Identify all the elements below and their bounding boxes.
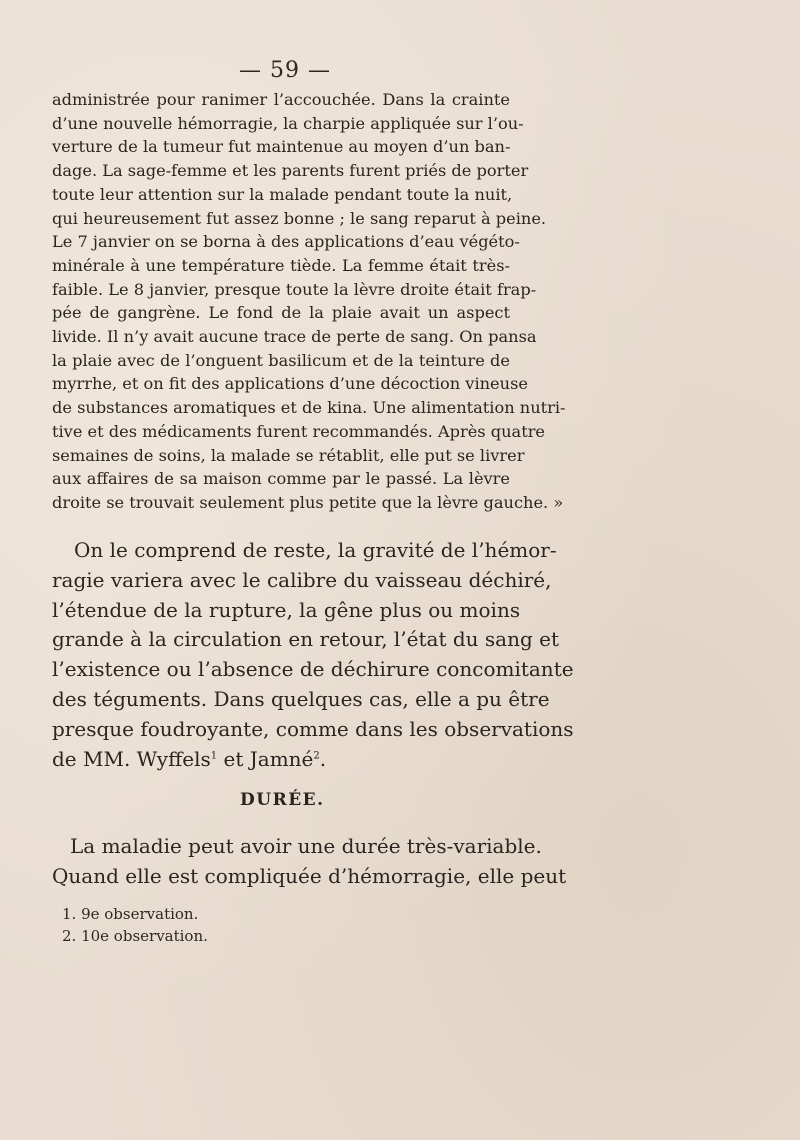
text-fragment: et Jamné	[217, 746, 314, 771]
footnote: 1. 9e observation.	[62, 905, 199, 923]
section-paragraph	[52, 831, 567, 891]
section-heading: DURÉE.	[240, 790, 325, 810]
text-line: grande à la circulation en retour, l’état du sang et	[52, 627, 559, 652]
text-line: dage. La sage-femme et les parents furent priés de porter	[52, 161, 529, 181]
text-line: minérale à une température tiède. La femme était très-	[52, 255, 510, 275]
footnotes	[62, 903, 208, 947]
body-paragraph	[52, 536, 574, 774]
text-line: myrrhe, et on fit des applications d’une décoction vineuse	[52, 374, 528, 394]
text-fragment: de MM. Wyffels	[52, 746, 211, 771]
footnote-reference: 1	[210, 749, 218, 761]
page-number: — 59 —	[239, 58, 331, 83]
text-line: d’une nouvelle hémorragie, la charpie appliquée sur l’ou-	[52, 113, 524, 133]
footnote: 2. 10e observation.	[62, 927, 208, 945]
quoted-observation-text	[52, 88, 566, 515]
text-line: Quand elle est compliquée d’hémorragie, elle peut	[52, 864, 567, 888]
text-line: la plaie avec de l’onguent basilicum et de la teinture de	[52, 350, 510, 370]
text-line: faible. Le 8 janvier, presque toute la lèvre droite était frap-	[52, 279, 537, 299]
text-line: La maladie peut avoir une durée très-variable.	[70, 834, 542, 858]
text-fragment: .	[319, 746, 327, 771]
text-line: toute leur attention sur la malade pendant toute la nuit,	[52, 184, 513, 204]
text-line: Le 7 janvier on se borna à des applications d’eau végéto-	[52, 232, 520, 252]
text-line: qui heureusement fut assez bonne ; le sang reparut à peine.	[52, 208, 547, 228]
text-line: tive et des médicaments furent recommandés. Après quatre	[52, 421, 546, 441]
text-line: On le comprend de reste, la gravité de l’hémor-	[74, 538, 557, 562]
text-line: aux affaires de sa maison comme par le passé. La lèvre	[52, 469, 510, 489]
text-line: de substances aromatiques et de kina. Une alimentation nutri-	[52, 398, 566, 418]
text-line: droite se trouvait seulement plus petite que la lèvre gauche. »	[52, 492, 564, 512]
text-line: livide. Il n’y avait aucune trace de perte de sang. On pansa	[52, 327, 537, 347]
text-line: semaines de soins, la malade se rétablit, elle put se livrer	[52, 445, 525, 465]
text-line: administrée pour ranimer l’accouchée. Dans la crainte	[52, 90, 510, 109]
text-line: l’étendue de la rupture, la gêne plus ou moins	[52, 597, 521, 622]
text-line: l’existence ou l’absence de déchirure concomitante	[52, 657, 574, 682]
text-line: pée de gangrène. Le fond de la plaie avait un aspect	[52, 303, 510, 323]
text-line: ragie variera avec le calibre du vaisseau déchiré,	[52, 567, 552, 592]
text-line: des téguments. Dans quelques cas, elle a pu être	[52, 686, 550, 711]
footnote-reference: 2	[313, 749, 320, 761]
text-line: verture de la tumeur fut maintenue au moyen d’un ban-	[52, 137, 511, 157]
text-line: presque foudroyante, comme dans les observations	[52, 716, 574, 741]
text-line-with-references	[52, 745, 512, 775]
